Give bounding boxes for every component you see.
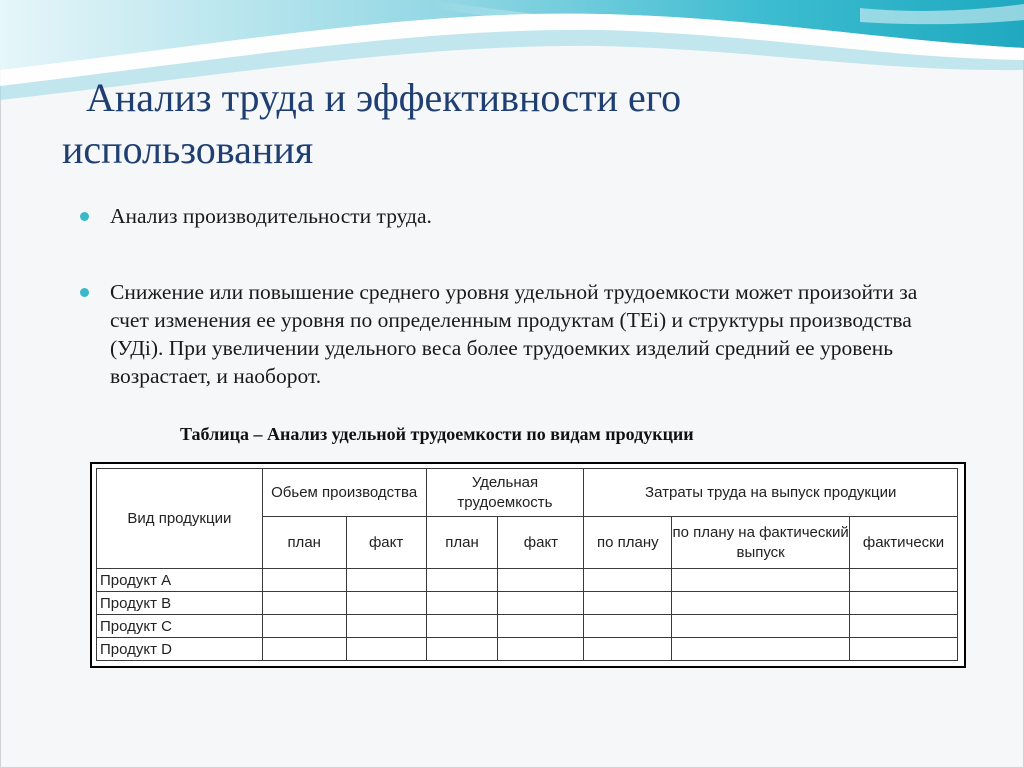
table-row xyxy=(97,569,958,592)
header-by-plan-actual: по плану на фактический выпуск xyxy=(672,517,850,569)
row-label: Продукт D xyxy=(97,638,263,661)
table-cell xyxy=(672,638,850,661)
table-cell xyxy=(498,615,584,638)
header-volume: Обьем производства xyxy=(262,469,426,517)
row-label: Продукт В xyxy=(97,592,263,615)
table-cell xyxy=(346,569,426,592)
table-cell xyxy=(498,638,584,661)
table-cell xyxy=(262,569,346,592)
table-row xyxy=(97,615,958,638)
header-unit-labor-plan: план xyxy=(426,517,498,569)
table-cell xyxy=(672,615,850,638)
table-cell xyxy=(672,569,850,592)
header-unit-labor: Удельная трудоемкость xyxy=(426,469,584,517)
table-cell xyxy=(262,615,346,638)
table-cell xyxy=(584,569,672,592)
header-actual: фактически xyxy=(850,517,958,569)
slide-title-line1: Анализ труда и эффективности его xyxy=(86,75,682,120)
bullet-text: Снижение или повышение среднего уровня удельной трудоемкости может произойти за счет изменения ее уровня по определенным продуктам (ТЕi) и структуры производства (УДi). При увеличении удельного веса более трудоемких изделий средний ее уровень возрастает, и наоборот. xyxy=(110,280,918,388)
bullet-text: Анализ производительности труда. xyxy=(110,204,432,228)
labor-intensity-table xyxy=(96,468,958,661)
slide-title xyxy=(62,72,822,176)
table-frame xyxy=(90,462,966,668)
table-cell xyxy=(850,592,958,615)
header-volume-plan: план xyxy=(262,517,346,569)
slide-title-line2: использования xyxy=(62,127,314,172)
header-unit-labor-fact: факт xyxy=(498,517,584,569)
table-cell xyxy=(850,569,958,592)
table-cell xyxy=(498,592,584,615)
bullet-item xyxy=(78,278,958,390)
table-cell xyxy=(584,638,672,661)
table-cell xyxy=(672,592,850,615)
table-cell xyxy=(346,638,426,661)
header-product: Вид продукции xyxy=(97,469,263,569)
table-cell xyxy=(498,569,584,592)
table-cell xyxy=(262,592,346,615)
header-volume-fact: факт xyxy=(346,517,426,569)
table-cell xyxy=(584,592,672,615)
bullet-dot-icon xyxy=(80,212,89,221)
bullet-list xyxy=(78,202,958,390)
row-label: Продукт А xyxy=(97,569,263,592)
table-cell xyxy=(426,615,498,638)
table-row xyxy=(97,592,958,615)
table-cell xyxy=(346,592,426,615)
table-cell xyxy=(262,638,346,661)
bullet-dot-icon xyxy=(80,288,89,297)
table-cell xyxy=(426,638,498,661)
table-cell xyxy=(426,569,498,592)
row-label: Продукт С xyxy=(97,615,263,638)
table-cell xyxy=(850,638,958,661)
table-cell xyxy=(850,615,958,638)
table-cell xyxy=(584,615,672,638)
bullet-item xyxy=(78,202,958,230)
header-labor-costs: Затраты труда на выпуск продукции xyxy=(584,469,958,517)
table-row xyxy=(97,638,958,661)
table-cell xyxy=(346,615,426,638)
header-by-plan: по плану xyxy=(584,517,672,569)
table-cell xyxy=(426,592,498,615)
table-caption: Таблица – Анализ удельной трудоемкости по видам продукции xyxy=(180,424,694,444)
